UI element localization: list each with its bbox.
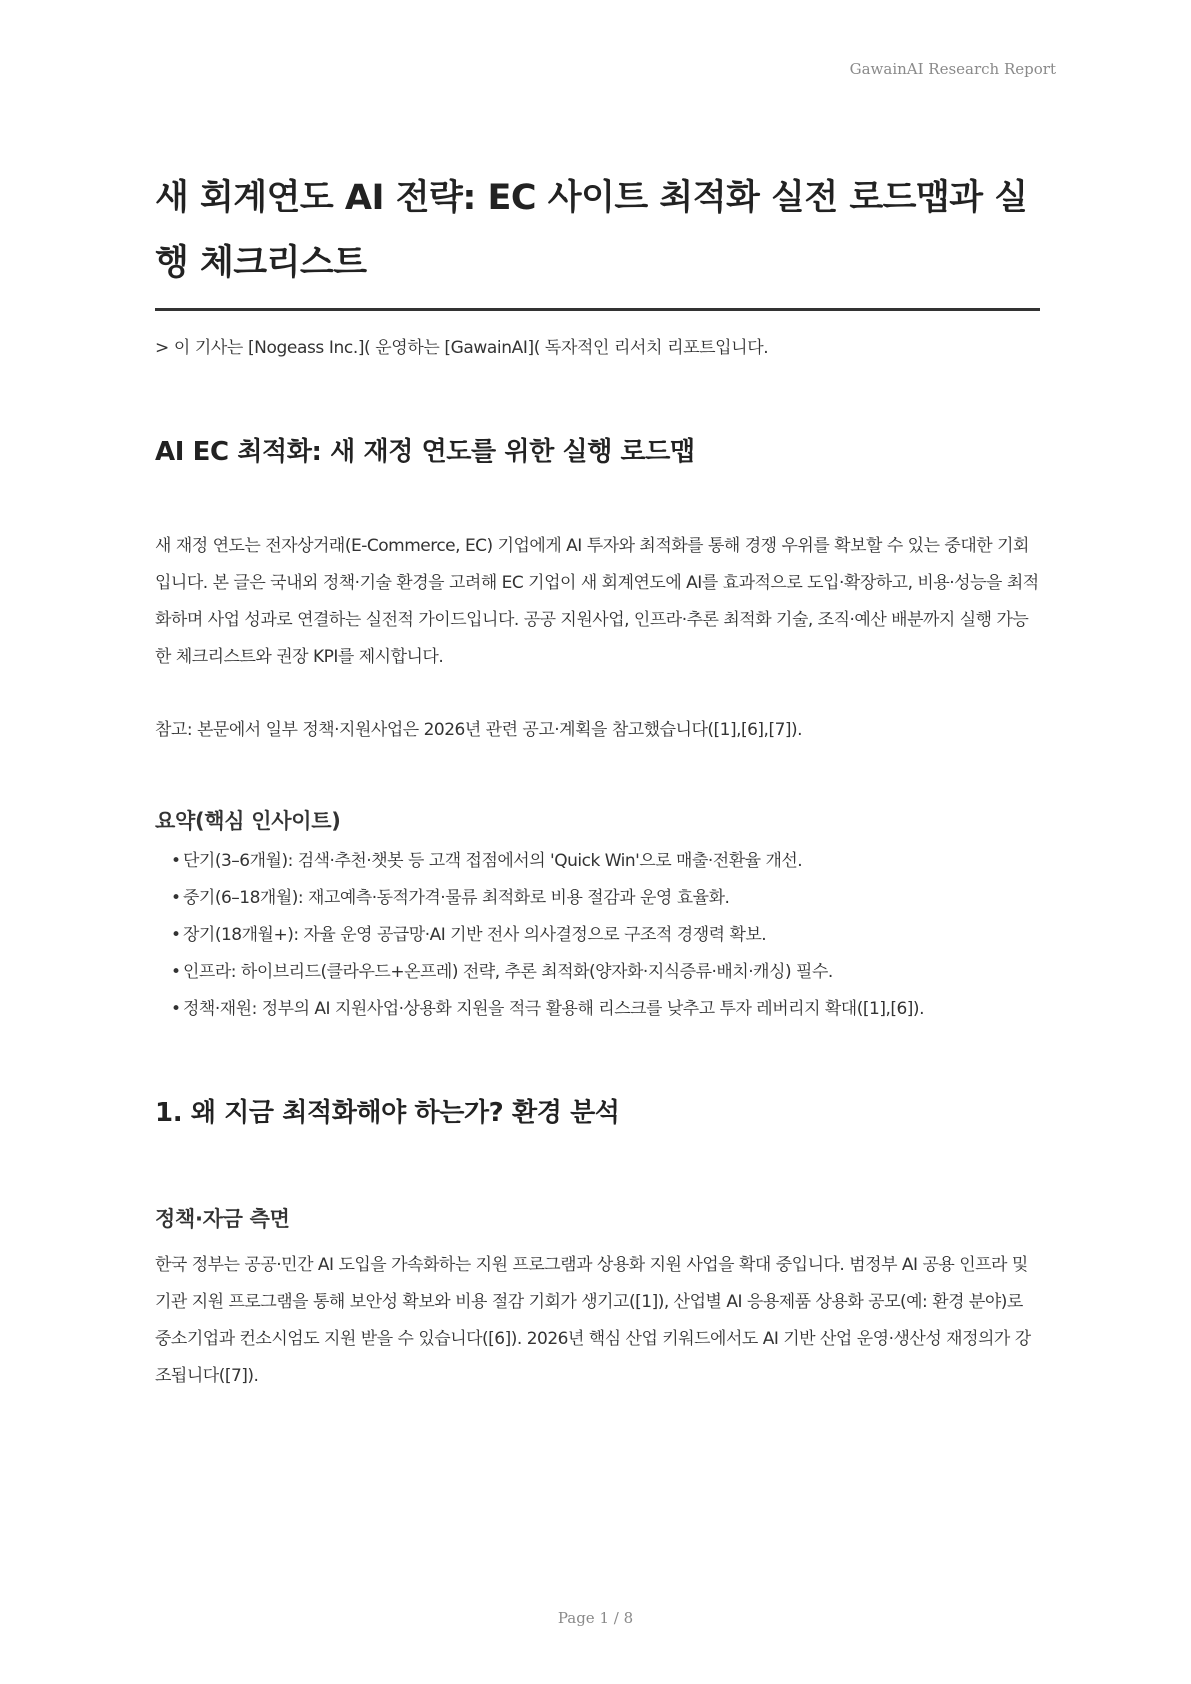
subsection-heading-policy-funding: 정책·자금 측면 bbox=[155, 1207, 290, 1231]
running-header: GawainAI Research Report bbox=[849, 60, 1056, 78]
intro-note: > 이 기사는 [Nogeass Inc.]( 운영하는 [GawainAI]( 독자적인 리서치 리포트입니다. bbox=[155, 338, 769, 358]
insights-list bbox=[155, 843, 1040, 1028]
section-heading-roadmap: AI EC 최적화: 새 재정 연도를 위한 실행 로드맵 bbox=[155, 437, 695, 467]
reference-note-paragraph: 참고: 본문에서 일부 정책·지원사업은 2026년 관련 공고·계획을 참고했습니다([1],[6],[7]). bbox=[155, 720, 803, 740]
section-heading-environment-analysis: 1. 왜 지금 최적화해야 하는가? 환경 분석 bbox=[155, 1098, 620, 1128]
insight-infrastructure: 인프라: 하이브리드(클라우드+온프레) 전략, 추론 최적화(양자화·지식증류·배치·캐싱) 필수. bbox=[183, 962, 833, 982]
insight-short-term: 단기(3–6개월): 검색·추천·챗봇 등 고객 접점에서의 'Quick Win'으로 매출·전환율 개선. bbox=[183, 851, 803, 871]
list-item bbox=[173, 991, 1040, 1028]
insight-long-term: 장기(18개월+): 자율 운영 공급망·AI 기반 전사 의사결정으로 구조적 경쟁력 확보. bbox=[183, 925, 767, 945]
title-divider bbox=[155, 308, 1040, 311]
insight-mid-term: 중기(6–18개월): 재고예측·동적가격·물류 최적화로 비용 절감과 운영 효율화. bbox=[183, 888, 730, 908]
insight-policy-funding: 정책·재원: 정부의 AI 지원사업·상용화 지원을 적극 활용해 리스크를 낮추고 투자 레버리지 확대([1],[6]). bbox=[183, 999, 924, 1019]
list-item bbox=[173, 880, 1040, 917]
page-number: Page 1 / 8 bbox=[557, 1609, 634, 1627]
list-item bbox=[173, 954, 1040, 991]
roadmap-intro-paragraph: 새 재정 연도는 전자상거래(E-Commerce, EC) 기업에게 AI 투자와 최적화를 통해 경쟁 우위를 확보할 수 있는 중대한 기회입니다. 본 글은 국내외 정책·기술 환경을 고려해 EC 기업이 새 회계연도에 AI를 효과적으로 도입·확장하고, 비용·성능을 최적화하며 사업 성과로 연결하는 실전적 가이드입니다. 공공 지원사업, 인프라·추론 최적화 기술, 조직·예산 배분까지 실행 가능한 체크리스트와 권장 KPI를 제시합니다. bbox=[155, 536, 1039, 667]
list-item bbox=[173, 843, 1040, 880]
document-title: 새 회계연도 AI 전략: EC 사이트 최적화 실전 로드맵과 실행 체크리스트 bbox=[155, 178, 1028, 283]
bullet-icon: • bbox=[171, 962, 181, 982]
bullet-icon: • bbox=[171, 999, 181, 1019]
bullet-icon: • bbox=[171, 851, 181, 871]
bullet-icon: • bbox=[171, 925, 181, 945]
document-body bbox=[155, 166, 1040, 1395]
summary-heading: 요약(핵심 인사이트) bbox=[155, 809, 341, 833]
list-item bbox=[173, 917, 1040, 954]
policy-funding-paragraph: 한국 정부는 공공·민간 AI 도입을 가속화하는 지원 프로그램과 상용화 지원 사업을 확대 중입니다. 범정부 AI 공용 인프라 및 기관 지원 프로그램을 통해 보안성 확보와 비용 절감 기회가 생기고([1]), 산업별 AI 응용제품 상용화 공모(예: 환경 분야)로 중소기업과 컨소시엄도 지원 받을 수 있습니다([6]). 2026년 핵심 산업 키워드에서도 AI 기반 산업 운영·생산성 재정의가 강조됩니다([7]). bbox=[155, 1255, 1031, 1386]
bullet-icon: • bbox=[171, 888, 181, 908]
